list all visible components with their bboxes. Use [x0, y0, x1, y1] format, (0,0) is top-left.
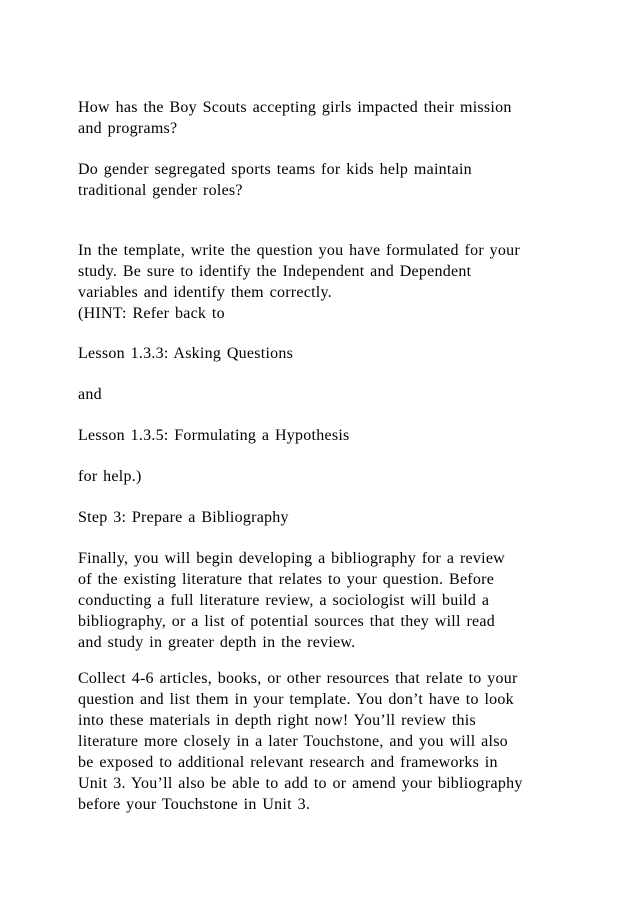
template-instructions: In the template, write the question you have formulated for your study. Be sure to identify the Independent and Dependent variables and identify them correctly. (HINT: Refer back to: [78, 242, 520, 322]
step-3-heading: Step 3: Prepare a Bibliography: [78, 509, 289, 526]
collect-sources-paragraph: Collect 4-6 articles, books, or other resources that relate to your question and list them in your template. You don’t have to look into these materials in depth right now! You’ll review this literature more closely in a later Touchstone, and you will also be exposed to additional relevant research and frameworks in Unit 3. You’ll also be able to add to or amend your bibliography before your Touchstone in Unit 3.: [78, 670, 523, 813]
question-gender-sports: Do gender segregated sports teams for kids help maintain traditional gender roles?: [78, 161, 472, 199]
lesson-asking-questions: Lesson 1.3.3: Asking Questions: [78, 345, 294, 362]
and-text: and: [78, 386, 102, 403]
bibliography-paragraph: Finally, you will begin developing a bibliography for a review of the existing literature that relates to your question. Before conducting a full literature review, a sociologist will build a bibliography, or a list of potential sources that they will read and study in greater depth in the review.: [78, 550, 505, 651]
for-help-text: for help.): [78, 468, 142, 485]
lesson-formulating-hypothesis: Lesson 1.3.5: Formulating a Hypothesis: [78, 427, 350, 444]
question-boy-scouts: How has the Boy Scouts accepting girls impacted their mission and programs?: [78, 99, 512, 137]
